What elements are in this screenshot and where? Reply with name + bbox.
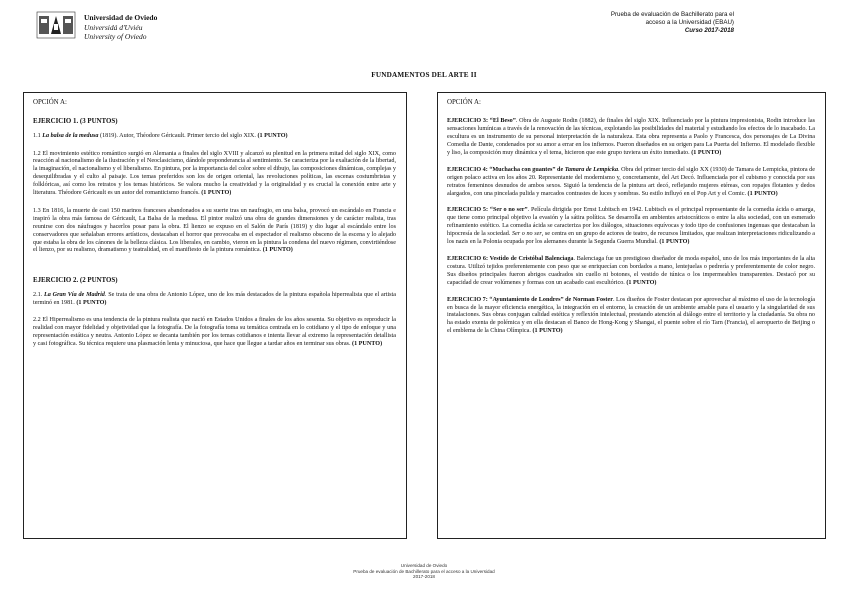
work-title: : “El Beso” — [485, 118, 516, 125]
work-title: : “Ser o no ser” — [486, 207, 528, 214]
answer-2-1 — [33, 292, 396, 308]
footer-exam-name: Prueba de evaluación de Bachillerato para el acceso a la Universidad — [353, 568, 495, 574]
exercise-7 — [447, 297, 815, 337]
work-title: : Vestido de Cristóbal Balenciaga — [485, 255, 574, 262]
answer-number: 2.1. — [33, 291, 45, 298]
university-name-block — [84, 13, 157, 42]
film-title: Ser o no ser — [511, 231, 542, 238]
answer-number: 1.1 — [33, 132, 43, 139]
exam-name-line2: acceso a la Universidad (EBAU) — [645, 19, 734, 26]
course-year: Curso 2017-2018 — [684, 27, 734, 34]
exercise-4 — [447, 167, 815, 199]
exercise-label: EJERCICIO 7 — [447, 296, 486, 303]
points-label: (1 PUNTO) — [262, 247, 293, 254]
answer-1-3 — [33, 208, 396, 255]
answer-text: . Obra del primer tercio del siglo XX (1930) de Tamara de Lempicka, pintora de origen polaco activa en los años 20. Representante del modernismo y, concretamente, del Art Decó. Influenciada por el cubismo y conocida por sus retratos femeninos desnudos de ambos sexos. Siguió la tendencia de la pintura art decó, reflejando mujeres etéreas, con ropajes flotantes y dedos alargados, con una pincelada pulida y marcados contrastes de luces y sombras. Su estilo influyó en el Pop Art y el Comic. — [447, 166, 815, 197]
work-title: : “Ayuntamiento de Londres” de Norman Foster — [485, 296, 613, 303]
page-footer — [0, 563, 848, 580]
option-label: OPCIÓN A: — [33, 99, 67, 106]
exam-header — [611, 11, 734, 35]
points-label: (1 PUNTO) — [532, 328, 563, 335]
footer-university: Universidad de Oviedo — [400, 563, 448, 568]
points-label: (1 PUNTO) — [691, 149, 722, 156]
university-name-en: University of Oviedo — [84, 32, 147, 41]
work-title: La balsa de la medusa — [42, 132, 99, 139]
university-crest-logo — [36, 10, 76, 40]
artist-name: Tamara de Lempicka — [564, 166, 619, 173]
document-title: FUNDAMENTOS DEL ARTE II — [371, 71, 477, 79]
exercise-2-heading: EJERCICIO 2. (2 PUNTOS) — [33, 277, 118, 285]
answer-2-2 — [33, 317, 396, 349]
exercise-label: EJERCICIO 6 — [447, 255, 486, 262]
work-title: La Gran Vía de Madrid — [44, 291, 105, 298]
answer-text: 1.2 El movimiento estético romántico surgió en Alemania a finales del siglo XVIII y alcanzó su plenitud en la primera mitad del siglo XIX, como reacción al nacionalismo de la ilustración y el Neoclasicismo, dándole preponderancia al sentimiento. Se caracteriza por la exaltación de la libertad, la imaginación, el nacionalismo y el liberalismo. En pintura, por la importancia del color sobre el dibujo, las composiciones dinámicas, complejas y desequilibradas y el culto al paisaje. Los temas preferidos son los de origen oriental, las revoluciones políticas, las escenas costumbristas y folklóricas, así como los retratos y los temas históricos. Se valora mucho la creatividad y la originalidad y es crucial la conexión entre arte y literatura. Théodore Géricault es un autor del romanticismo francés. — [33, 150, 396, 197]
option-label: OPCIÓN A: — [447, 99, 481, 106]
answer-text: . Obra de Auguste Rodin (1882), de finales del siglo XIX. Influenciado por la pintura impresionista, Rodin introduce las sensaciones lumínicas a través de la renovación de las técnicas, explotando las posibilidades del material y estudiando los efectos de lo inacabado. La escultura es un instrumento de su personal interpretación de la naturaleza. Esta obra representa a Paolo y Francesca, dos personajes de La Divina Comedia de Dante, condenados por su amor a errar en los infiernos. Fueron diseñados en su origen para La Puerta del Infierno. El modelado flexible y liso, la composición muy dinámica y el tema, hicieron que este grupo tuviera un éxito inmediato. — [447, 118, 816, 156]
university-name-es: Universidad de Oviedo — [84, 13, 158, 22]
exercise-3 — [447, 118, 815, 158]
exercise-6 — [447, 256, 815, 288]
exercise-label: EJERCICIO 4 — [447, 166, 486, 173]
answer-text: . Se trata de una obra de Antonio López, uno de los más destacados de la pintura española hiperrealista que el artista terminó en 1981. — [33, 291, 396, 306]
points-label: (1 PUNTO) — [626, 279, 657, 286]
answer-text: . Los diseños de Foster destacan por aprovechar al máximo el uso de la tecnología en busca de la mayor eficiencia energética, la integración en el entorno, la creación de un ambiente amable para el usuario y la singularidad de sus instalaciones. Sus obras conjugan calidad estética y reflexión intelectual, prestando atención al diálogo entre el territorio y la ciudadanía. Su obra no ha estado exenta de polémica y en ella destacan el Banco de Hong-Kong y Shangai, el puente sobre el río Tarn (Francia), el aeropuerto de Beijing o el emblema de la China Olímpica. — [447, 296, 816, 335]
answer-text: (1819). Autor, Théodore Géricault. Primer tercio del siglo XIX. — [98, 132, 258, 139]
answer-1-2 — [33, 151, 396, 198]
points-label: (1 PUNTO) — [747, 190, 778, 197]
exam-name-line1: Prueba de evaluación de Bachillerato para el — [610, 11, 734, 18]
points-label: (1 PUNTO) — [659, 239, 690, 246]
points-label: (1 PUNTO) — [257, 132, 288, 139]
option-b-column — [437, 92, 826, 539]
points-label: (1 PUNTO) — [76, 299, 107, 306]
answer-1-1 — [33, 133, 396, 141]
answer-text: . Balenciaga fue un prestigioso diseñador de moda español, uno de los más importantes de la alta costura. Utilizó tejidos preferentemente con peso que se enriquecían con bordados a mano, lentejuelas o pedrería y preferentemente de color negro. Sus diseños principales fueron abrigos cuadrados sin cuello ni botones, el vestido de túnica o los impermeables transparentes. Destacó por su capacidad de crear volúmenes y formas con un acabado casi escultórico. — [447, 255, 816, 286]
exercise-1-heading: EJERCICIO 1. (3 PUNTOS) — [33, 118, 118, 126]
footer-year: 2017-2018 — [413, 574, 435, 580]
answer-text: 2.2 El Hiperrealismo es una tendencia de la pintura realista que nació en Estados Unidos a finales de los años sesenta. Su objetivo es reproducir la realidad con mayor fidelidad y objetividad que la fotografía. De la fotografía toma su temática centrada en lo cotidiano y el tipo de enfoque y una representación estática y neutra. Antonio López se decanta también por los temas cotidianos e intenta llevar al extremo la representación detallista y casi fotográfica. Su técnica requiere una plasmación lenta y minuciosa, que hace que llegue a tardar años en terminar sus obras. — [33, 317, 396, 348]
points-label: (1 PUNTO) — [352, 341, 383, 348]
answer-text: . Película dirigida por Ernst Lubitsch en 1942. Lubitsch es el principal representante de la comedia ácida o amarga, que tiene como principal objetivo la evasión y la sátira política. Se desarrolla en ambientes aristocráticos o entre la alta sociedad, con un esmerado refinamiento estético. La comedia ácida se caracteriza por los diálogos, situaciones equívocas y todo tipo de confusiones ingenuas que destacaban la hipocresía de la sociedad. — [447, 207, 816, 238]
answer-text: 1.3 En 1816, la muerte de casi 150 marinos franceses abandonados a su suerte tras un naufragio, en una balsa, provocó un escándalo en Francia e inspiró la obra más famosa de Géricault, La Balsa de la medusa. El pintor realizó una obra de grandes dimensiones y de carácter realista, tras reunirse con dos náufragos y hacerlos posar para la obra. El lienzo se expuso en el Salón de París (1819) y dio lugar al escándalo entre los conservadores que señalaban errores artísticos, destacaban el horror que provocaba en el espectador el realismo obsceno de la escena y lo alejado que estaba la obra de los cánones de la belleza clásica. Los liberales, en cambio, vieron en la pintura la condena del nuevo régimen, convirtiéndose el lienzo, por su realismo, dramatismo y teatralidad, en el manifiesto de la pintura romántica. — [33, 207, 396, 254]
exercise-label: EJERCICIO 5 — [447, 207, 487, 214]
exercise-5 — [447, 207, 815, 247]
points-label: (1 PUNTO) — [201, 190, 232, 197]
university-name-ast: Universidá d'Uviéu — [84, 22, 143, 32]
work-title: : “Muchacha con guantes” de — [485, 166, 565, 173]
answer-text-continued: , se centra en un grupo de actores de teatro, de recursos limitados, que realizan interpretaciones ridiculizando a los nazis en la Polonia ocupada por los alemanes durante la Segunda Guerra Mundial. — [447, 231, 816, 246]
exercise-label: EJERCICIO 3 — [447, 118, 486, 125]
option-a-column — [23, 92, 407, 539]
